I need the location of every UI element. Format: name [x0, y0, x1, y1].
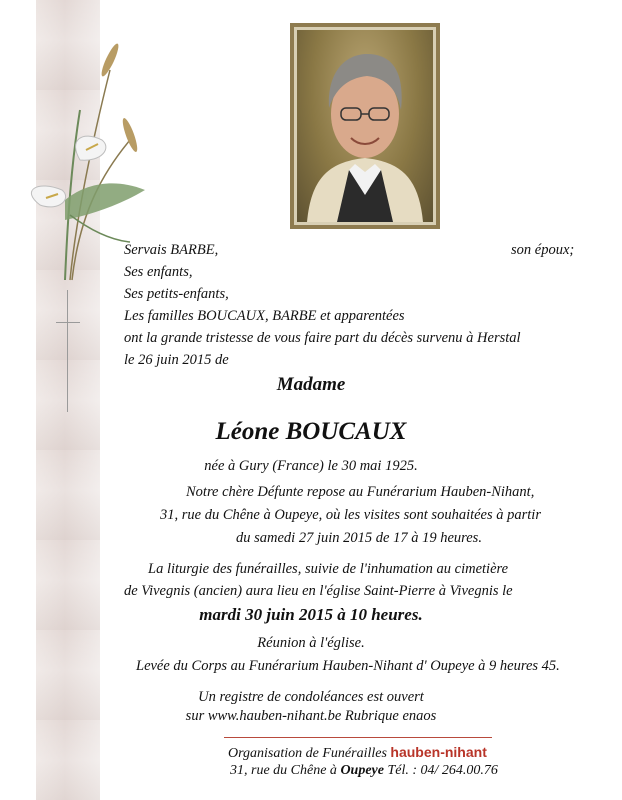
visits-line-2: 31, rue du Chêne à Oupeye, où les visites sont souhaitées à partir [160, 507, 541, 523]
grandchildren-line: Ses petits-enfants, [124, 286, 229, 302]
condolences-line-1: Un registre de condoléances est ouvert [198, 689, 424, 705]
birth-line: née à Gury (France) le 30 mai 1925. [204, 458, 418, 474]
visits-line-3: du samedi 27 juin 2015 de 17 à 19 heures. [236, 530, 482, 546]
deceased-name: Léone BOUCAUX [215, 418, 407, 445]
footer-address [230, 762, 498, 780]
cross-icon-bar [56, 322, 80, 323]
husband-name: Servais BARBE, [124, 242, 219, 258]
footer-org-prefix: Organisation de Funérailles [228, 746, 387, 761]
visits-line-1: Notre chère Défunte repose au Funérarium Hauben-Nihant, [186, 484, 535, 500]
portrait-photo [294, 27, 436, 225]
footer-organisation [228, 743, 487, 763]
liturgy-line-2: de Vivegnis (ancien) aura lieu en l'église Saint-Pierre à Vivegnis le [124, 583, 513, 599]
brand-logo: hauben-nihant [390, 744, 487, 760]
announcement-line: ont la grande tristesse de vous faire part du décès survenu à Herstal [124, 330, 521, 346]
husband-relation: son époux; [511, 242, 575, 258]
levee-line: Levée du Corps au Funérarium Hauben-Nihant d' Oupeye à 9 heures 45. [136, 658, 560, 674]
portrait-frame [290, 23, 440, 229]
reunion-line: Réunion à l'église. [257, 635, 365, 651]
death-date-line: le 26 juin 2015 de [124, 352, 229, 368]
condolences-line-2: sur www.hauben-nihant.be Rubrique enaos [185, 708, 437, 724]
funeral-date: mardi 30 juin 2015 à 10 heures. [199, 605, 423, 624]
families-line: Les familles BOUCAUX, BARBE et apparentées [124, 308, 405, 324]
footer-town: Oupeye [340, 763, 384, 778]
deceased-title: Madame [276, 374, 346, 395]
liturgy-line-1: La liturgie des funérailles, suivie de l'inhumation au cimetière [148, 561, 509, 577]
footer-divider [224, 737, 492, 738]
portrait-icon [297, 30, 433, 222]
footer-address-prefix: 31, rue du Chêne à [230, 763, 337, 778]
footer-phone: Tél. : 04/ 264.00.76 [387, 763, 498, 778]
children-line: Ses enfants, [124, 264, 193, 280]
